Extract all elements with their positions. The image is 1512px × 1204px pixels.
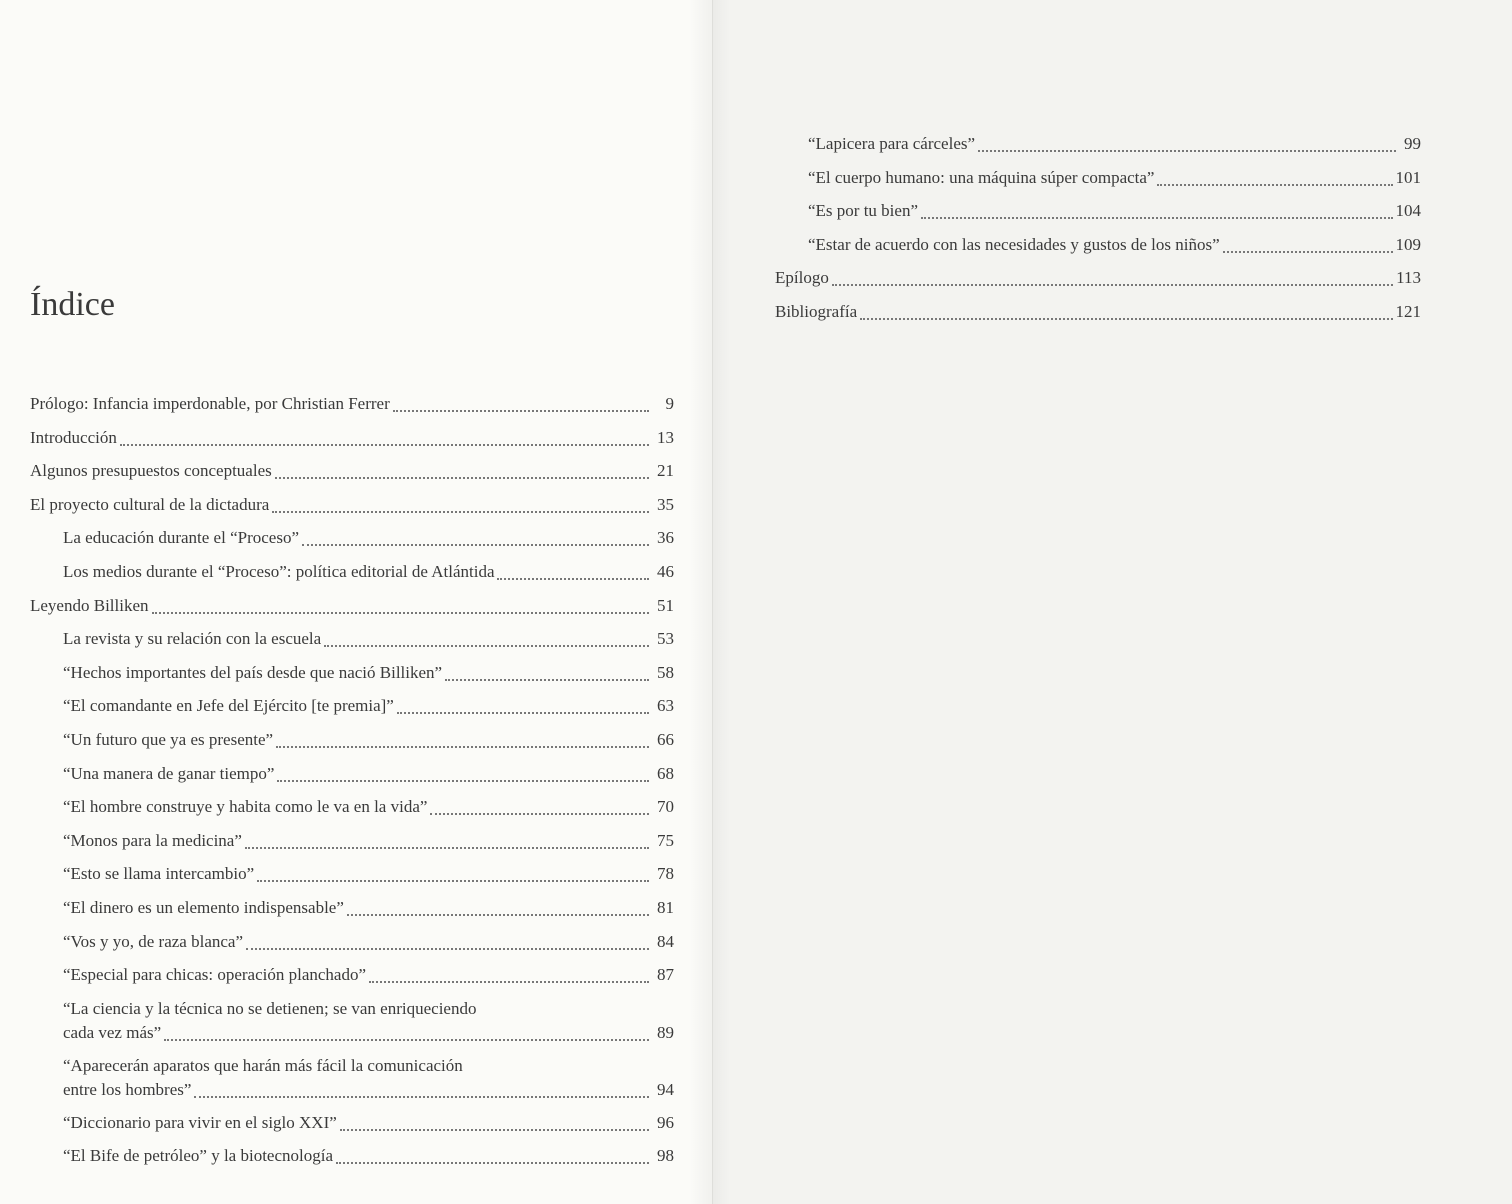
page-gutter [690, 0, 730, 1204]
toc-entry-page: 84 [657, 931, 674, 951]
toc-entry-page: 81 [657, 897, 674, 917]
toc-entry-page: 75 [657, 830, 674, 850]
toc-entry[interactable] [30, 392, 674, 416]
toc-entry[interactable] [30, 526, 674, 550]
dot-leader [164, 1025, 649, 1041]
dot-leader [302, 530, 649, 546]
toc-entry-page: 78 [657, 864, 674, 884]
toc-entry-label: Epílogo [775, 268, 829, 288]
toc-entry-page: 96 [657, 1112, 674, 1132]
toc-entry[interactable] [30, 930, 674, 954]
toc-entry-page: 13 [657, 427, 674, 447]
toc-entry[interactable] [775, 199, 1421, 223]
toc-entry-page: 53 [657, 629, 674, 649]
toc-entry-label: “Es por tu bien” [808, 201, 918, 221]
dot-leader [340, 1115, 649, 1131]
toc-entry-page: 51 [657, 595, 674, 615]
dot-leader [860, 304, 1392, 320]
right-page [712, 0, 1512, 1204]
toc-entry-label: La revista y su relación con la escuela [63, 629, 322, 649]
toc-entry-page: 98 [657, 1146, 674, 1166]
toc-list-left [30, 392, 674, 1178]
toc-entry-label: “Un futuro que ya es presente” [63, 729, 274, 749]
dot-leader [152, 598, 649, 614]
toc-entry-label: Leyendo Billiken [30, 595, 149, 615]
dot-leader [277, 766, 649, 782]
toc-entry-label: “Diccionario para vivir en el siglo XXI” [63, 1112, 337, 1132]
toc-entry-label: “El Bife de petróleo” y la biotecnología [63, 1146, 334, 1166]
dot-leader [978, 136, 1396, 152]
toc-entry-page: 46 [657, 561, 674, 581]
toc-entry-page: 9 [665, 394, 674, 413]
toc-entry-page: 63 [657, 696, 674, 716]
dot-leader [246, 934, 649, 950]
toc-entry-label: “El cuerpo humano: una máquina súper compacta” [808, 167, 1155, 187]
dot-leader [393, 396, 649, 412]
toc-entry[interactable] [30, 896, 674, 920]
toc-entry[interactable] [30, 728, 674, 752]
toc-entry-label: Algunos presupuestos conceptuales [30, 461, 272, 481]
toc-entry-page: 121 [1395, 301, 1421, 321]
dot-leader [1157, 170, 1392, 186]
index-title: Índice [30, 286, 115, 323]
dot-leader [921, 203, 1393, 219]
toc-entry[interactable] [775, 132, 1421, 156]
toc-entry-page: 94 [657, 1079, 674, 1099]
dot-leader [445, 665, 649, 681]
toc-entry[interactable] [30, 594, 674, 618]
dot-leader [832, 270, 1393, 286]
toc-entry[interactable] [30, 560, 674, 584]
dot-leader [276, 732, 649, 748]
toc-entry[interactable] [30, 862, 674, 886]
dot-leader [497, 564, 649, 580]
toc-entry-label: “El dinero es un elemento indispensable” [63, 897, 344, 917]
toc-entry[interactable] [775, 166, 1421, 190]
toc-entry-page: 35 [657, 494, 674, 514]
toc-entry-label: “Hechos importantes del país desde que nació Billiken” [63, 662, 443, 682]
toc-entry[interactable] [30, 762, 674, 786]
dot-leader [430, 799, 649, 815]
dot-leader [369, 967, 649, 983]
toc-entry[interactable] [775, 266, 1421, 290]
dot-leader [120, 430, 649, 446]
toc-entry-label: “Esto se llama intercambio” [63, 864, 255, 884]
toc-entry[interactable] [30, 963, 674, 987]
toc-entry[interactable] [30, 627, 674, 651]
toc-entry-label: “Lapicera para cárceles” [808, 134, 976, 153]
toc-entry-label: Introducción [30, 427, 117, 447]
toc-entry-page: 101 [1395, 167, 1421, 187]
toc-entry[interactable] [30, 493, 674, 517]
dot-leader [257, 866, 649, 882]
toc-entry-page: 21 [657, 461, 674, 481]
dot-leader [1223, 237, 1393, 253]
toc-entry-label: La educación durante el “Proceso” [63, 528, 299, 548]
toc-entry-label: El proyecto cultural de la dictadura [30, 494, 270, 514]
toc-entry[interactable] [30, 795, 674, 819]
toc-entry-page: 113 [1396, 268, 1421, 288]
toc-entry[interactable] [775, 233, 1421, 257]
toc-entry[interactable] [30, 694, 674, 718]
toc-entry-label-line1: “La ciencia y la técnica no se detienen; se van enriqueciendo [63, 998, 477, 1018]
dot-leader [245, 833, 649, 849]
toc-entry-page: 68 [657, 763, 674, 783]
dot-leader [194, 1082, 649, 1098]
dot-leader [397, 698, 649, 714]
toc-entry-page: 109 [1395, 234, 1421, 254]
toc-entry-label: “Monos para la medicina” [63, 830, 242, 850]
toc-entry[interactable] [30, 426, 674, 450]
dot-leader [336, 1148, 649, 1164]
toc-entry[interactable] [30, 459, 674, 483]
toc-entry[interactable] [30, 661, 674, 685]
toc-entry-label: “El hombre construye y habita como le va en la vida” [63, 797, 428, 817]
toc-entry-page: 58 [657, 662, 674, 682]
toc-entry-page: 99 [1404, 134, 1421, 153]
toc-entry-page: 70 [657, 797, 674, 817]
toc-entry-page: 36 [657, 528, 674, 548]
toc-entry-page: 104 [1395, 201, 1421, 221]
toc-list-right [775, 132, 1421, 334]
toc-entry-page: 87 [657, 965, 674, 985]
toc-entry-page: 66 [657, 729, 674, 749]
toc-entry-label-line2: entre los hombres” [63, 1079, 192, 1099]
toc-entry-label: “Vos y yo, de raza blanca” [63, 931, 243, 951]
toc-entry-label: “Especial para chicas: operación planchado” [63, 965, 367, 985]
toc-entry-label-line1: “Aparecerán aparatos que harán más fácil la comunicación [63, 1055, 463, 1075]
toc-entry[interactable] [30, 1144, 674, 1168]
toc-entry-label: Los medios durante el “Proceso”: política editorial de Atlántida [63, 561, 495, 581]
toc-entry-multiline[interactable] [30, 1054, 674, 1102]
toc-entry-page: 89 [657, 1022, 674, 1042]
toc-entry[interactable] [30, 1111, 674, 1135]
toc-entry-label: “Estar de acuerdo con las necesidades y gustos de los niños” [808, 234, 1220, 254]
dot-leader [324, 631, 649, 647]
toc-entry-label: “Una manera de ganar tiempo” [63, 763, 275, 783]
dot-leader [275, 463, 649, 479]
dot-leader [347, 900, 649, 916]
toc-entry-label-line2: cada vez más” [63, 1022, 162, 1042]
toc-entry-label: “El comandante en Jefe del Ejército [te premia]” [63, 696, 394, 716]
dot-leader [272, 497, 649, 513]
toc-entry[interactable] [775, 300, 1421, 324]
toc-entry-multiline[interactable] [30, 997, 674, 1045]
toc-entry[interactable] [30, 829, 674, 853]
toc-entry-label: Bibliografía [775, 301, 858, 321]
toc-entry-label: Prólogo: Infancia imperdonable, por Christian Ferrer [30, 394, 390, 413]
left-page [0, 0, 712, 1204]
